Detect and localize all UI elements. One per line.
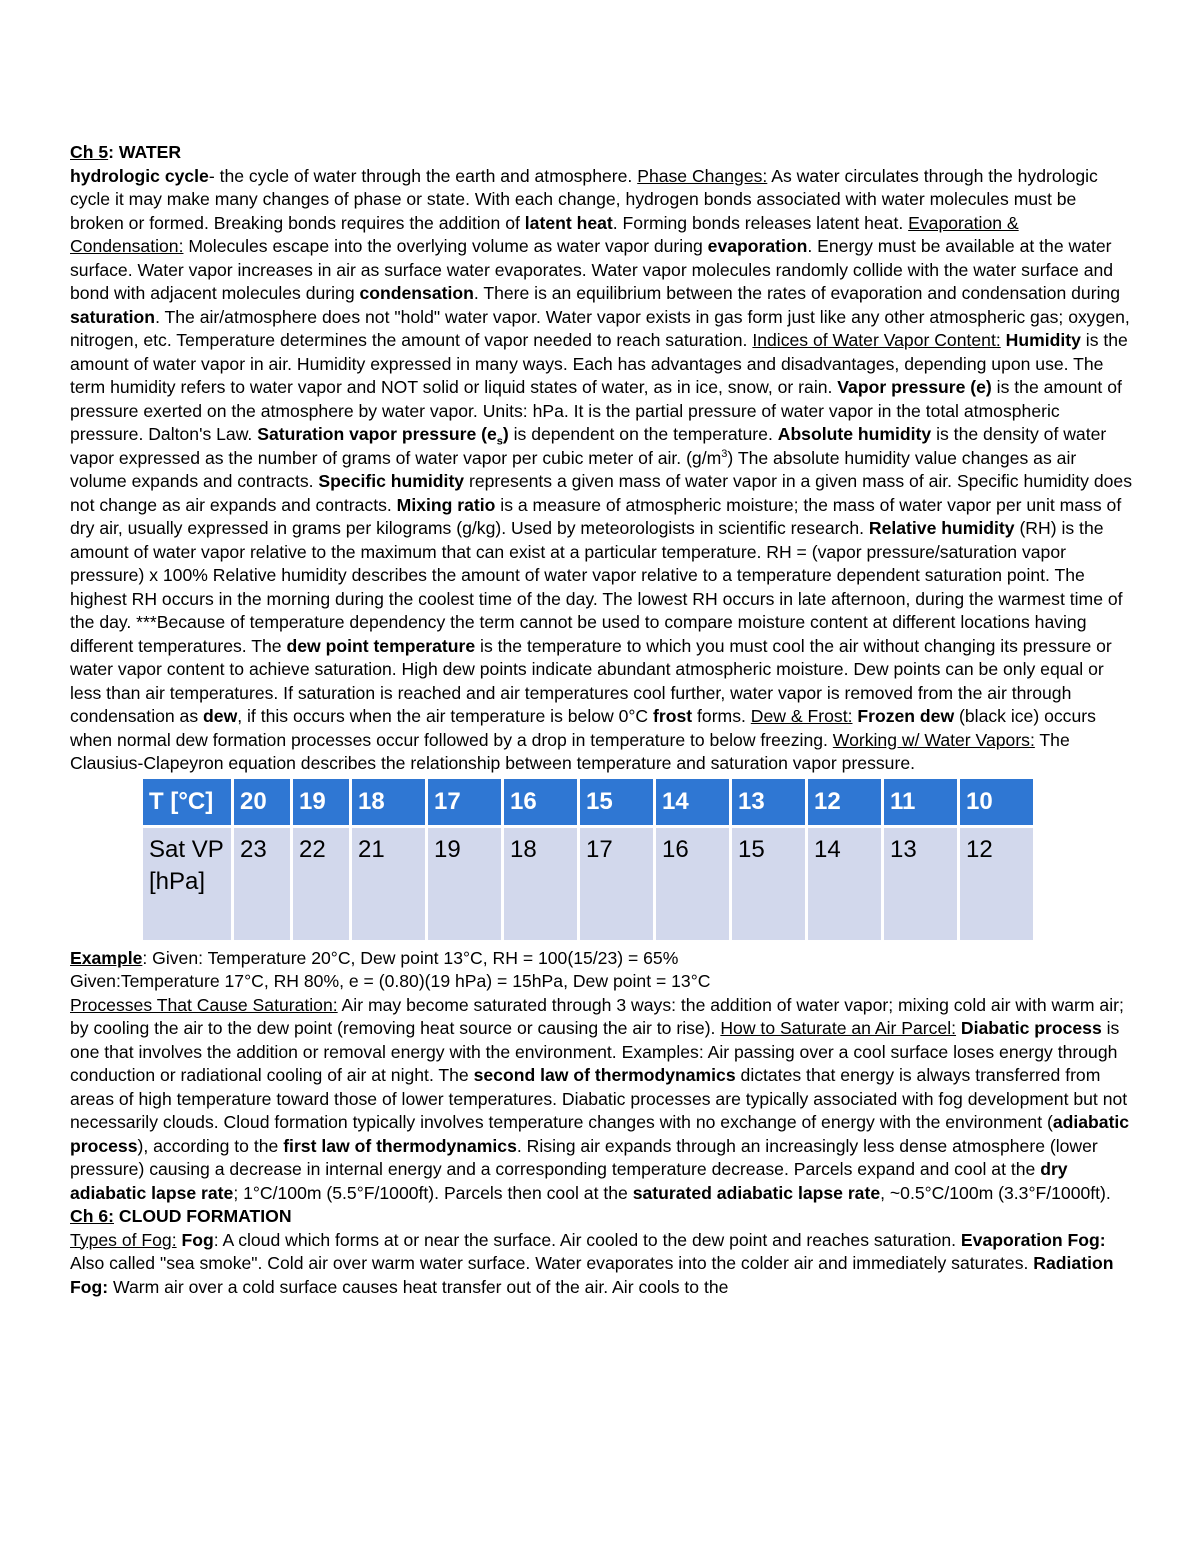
example-line-1 bbox=[70, 947, 1134, 971]
vapor-pressure-header: Sat VP [hPa] bbox=[143, 828, 231, 940]
temperature-row bbox=[143, 779, 1033, 825]
text-run: is the density of water vapor expressed as the number of grams of water vapor per cubic meter of air. (g/m bbox=[70, 424, 1107, 468]
fog-paragraph bbox=[70, 1229, 1134, 1300]
text-run: is the amount of pressure exerted on the atmosphere by water vapor. Units: hPa. It is the partial pressure of water vapor in the total atmospheric pressure. Dalton's Law. bbox=[70, 377, 1122, 444]
temp-cell: 15 bbox=[580, 779, 653, 825]
vp-cell: 23 bbox=[234, 828, 290, 940]
bold-term: first law of thermodynamics bbox=[283, 1135, 517, 1156]
text-run: is the temperature to which you must cool the air without changing its pressure or water vapor content to achieve saturation. High dew points indicate abundant atmospheric moisture. Dew points can be only equal or less than air temperatures. If saturation is reached and air temperatures cool further, water vapor is removed from the air through condensation as bbox=[70, 635, 1112, 726]
underlined-heading: Types of Fog: bbox=[70, 1229, 177, 1250]
text-run: Also called "sea smoke". Cold air over warm water surface. Water evaporates into the colder air and immediately saturates. bbox=[70, 1253, 1034, 1273]
vp-cell: 21 bbox=[352, 828, 425, 940]
text-run: The Clausius-Clapeyron equation describes the relationship between temperature and saturation vapor pressure. bbox=[70, 729, 1070, 773]
text-run: . There is an equilibrium between the rates of evaporation and condensation during bbox=[473, 283, 1121, 303]
bold-term: Fog bbox=[181, 1229, 214, 1250]
bold-term: second law of thermodynamics bbox=[473, 1065, 736, 1085]
text-run: Warm air over a cold surface causes heat transfer out of the air. Air cools to the bbox=[108, 1276, 729, 1297]
text-run: (RH) is the amount of water vapor relative to the maximum that can exist at a particular temperature. RH = (vapor pressure/saturation vapor pressure) x 100% Relative humidity describes the amount of water vapor relative to a temperature dependent saturation point. The highest RH occurs in the morning during the coolest time of the day. The lowest RH occurs in late afternoon, during the warmest time of the day. ***Because of temperature dependency the term cannot be used to compare moisture content at different locations having different temperatures. The bbox=[70, 518, 1123, 656]
text-run: . Forming bonds releases latent heat. bbox=[612, 212, 909, 233]
text-run: 3 bbox=[721, 447, 728, 460]
vp-cell: 22 bbox=[293, 828, 349, 940]
bold-term: Saturation vapor pressure (e bbox=[257, 424, 497, 444]
bold-term: ) bbox=[502, 424, 509, 444]
text-run: is dependent on the temperature. bbox=[508, 424, 778, 444]
text-run: Air may become saturated through 3 ways: the addition of water vapor; mixing cold air with warm air; by cooling the air to the dew point (removing heat source or causing the air to rise). bbox=[70, 994, 1124, 1038]
example-label: Example bbox=[70, 947, 143, 968]
text-run: dictates that energy is always transferred from areas of high temperature toward those of lower temperatures. Diabatic processes are typically associated with fog development but not necessarily clouds. Cloud formation typically involves temperature changes with no exchange of energy with the environment ( bbox=[70, 1065, 1128, 1132]
bold-term: dry adiabatic lapse rate bbox=[70, 1159, 1068, 1203]
bold-term: frost bbox=[653, 706, 693, 726]
document-page bbox=[70, 141, 1134, 1299]
example-text: : Given: Temperature 20°C, Dew point 13°C, RH = 100(15/23) = 65% bbox=[142, 947, 679, 968]
underlined-heading: Dew & Frost: bbox=[750, 706, 853, 726]
text-run: - the cycle of water through the earth and atmosphere. bbox=[208, 165, 638, 186]
underlined-heading: How to Saturate an Air Parcel: bbox=[720, 1018, 957, 1038]
vp-cell: 14 bbox=[808, 828, 881, 940]
text-run: represents a given mass of water vapor in a given mass of air. Specific humidity does not change as air expands and contracts. bbox=[70, 471, 1132, 515]
ch6-title: CLOUD FORMATION bbox=[113, 1206, 292, 1226]
underlined-heading: Evaporation & Condensation: bbox=[70, 212, 1019, 256]
bold-term: saturation bbox=[70, 306, 156, 327]
temperature-header: T [°C] bbox=[143, 779, 231, 825]
ch6-heading bbox=[70, 1205, 1134, 1229]
text-run: ; 1°C/100m (5.5°F/1000ft). Parcels then cool at the bbox=[233, 1182, 633, 1203]
bold-term: evaporation bbox=[707, 236, 808, 256]
ch6-number: Ch 6: bbox=[70, 1206, 114, 1226]
temp-cell: 19 bbox=[293, 779, 349, 825]
bold-term: Absolute humidity bbox=[777, 424, 932, 444]
bold-term: saturated adiabatic lapse rate bbox=[632, 1182, 881, 1203]
text-run: . The air/atmosphere does not "hold" water vapor. Water vapor exists in gas form just like any other atmospheric gas; oxygen, nitrogen, etc. Temperature determines the amount of vapor needed to reach saturation. bbox=[70, 306, 1130, 350]
bold-term: Humidity bbox=[1005, 330, 1081, 350]
temp-cell: 18 bbox=[352, 779, 425, 825]
vp-cell: 17 bbox=[580, 828, 653, 940]
bold-term: adiabatic process bbox=[70, 1112, 1130, 1156]
bold-term: condensation bbox=[359, 283, 474, 303]
text-run: . Energy must be available at the water surface. Water vapor increases in air as surface water evaporates. Water vapor molecules randomly collide with the water surface and bond with adjacent molecules during bbox=[70, 236, 1114, 303]
bold-term: hydrologic cycle bbox=[70, 165, 209, 186]
bold-term: Specific humidity bbox=[318, 471, 465, 491]
temp-cell: 17 bbox=[428, 779, 501, 825]
temp-cell: 20 bbox=[234, 779, 290, 825]
text-run: ) The absolute humidity value changes as air volume expands and contracts. bbox=[70, 447, 1077, 491]
bold-term: Frozen dew bbox=[857, 706, 955, 726]
water-paragraph bbox=[70, 165, 1134, 776]
text-run: . Rising air expands through an increasingly less dense atmosphere (lower pressure) causing a decrease in internal energy and a corresponding temperature decrease. Parcels expand and cool at the bbox=[70, 1135, 1098, 1179]
example-line-2: Given:Temperature 17°C, RH 80%, e = (0.80)(19 hPa) = 15hPa, Dew point = 13°C bbox=[70, 971, 711, 991]
temp-cell: 12 bbox=[808, 779, 881, 825]
vp-cell: 12 bbox=[960, 828, 1033, 940]
vp-cell: 16 bbox=[656, 828, 729, 940]
text-run: : A cloud which forms at or near the surface. Air cooled to the dew point and reaches saturation. bbox=[213, 1229, 961, 1250]
underlined-heading: Phase Changes: bbox=[637, 165, 768, 186]
bold-term: latent heat bbox=[524, 212, 613, 233]
underlined-heading: Working w/ Water Vapors: bbox=[832, 729, 1035, 750]
text-run: Molecules escape into the overlying volume as water vapor during bbox=[183, 236, 708, 256]
text-run: is a measure of atmospheric moisture; the mass of water vapor per unit mass of dry air, usually expressed in grams per kilograms (g/kg). Used by meteorologists in scientific research. bbox=[70, 494, 1122, 538]
temp-cell: 11 bbox=[884, 779, 957, 825]
vp-cell: 18 bbox=[504, 828, 577, 940]
text-run: As water circulates through the hydrologic cycle it may make many changes of phase or state. With each change, hydrogen bonds associated with water molecules must be broken or formed. Breaking bonds requires the addition of bbox=[70, 165, 1098, 233]
text-run: ), according to the bbox=[137, 1135, 284, 1156]
temp-cell: 10 bbox=[960, 779, 1033, 825]
bold-term: Radiation Fog: bbox=[70, 1253, 1114, 1297]
bold-term: dew point temperature bbox=[286, 635, 476, 656]
bold-term: s bbox=[496, 435, 503, 448]
text-run: , ~0.5°C/100m (3.3°F/1000ft). bbox=[880, 1182, 1111, 1203]
underlined-heading: Indices of Water Vapor Content: bbox=[752, 330, 1001, 350]
bold-term: Mixing ratio bbox=[396, 494, 496, 515]
text-run: is one that involves the addition or removal energy with the environment. Examples: Air passing over a cool surface loses energy through conduction or radiational cooling of air at night. The bbox=[70, 1018, 1120, 1085]
bold-term: Vapor pressure (e) bbox=[837, 377, 992, 397]
text-run: forms. bbox=[692, 706, 751, 726]
ch5-title: : WATER bbox=[108, 142, 182, 162]
vp-cell: 15 bbox=[732, 828, 805, 940]
bold-term: Evaporation Fog: bbox=[960, 1229, 1106, 1250]
temp-cell: 14 bbox=[656, 779, 729, 825]
ch5-number: Ch 5 bbox=[70, 142, 109, 162]
text-run: (black ice) occurs when normal dew formation processes occur followed by a drop in temperature to below freezing. bbox=[70, 706, 1096, 750]
bold-term: Relative humidity bbox=[868, 518, 1015, 538]
vapor-pressure-table bbox=[140, 776, 1036, 943]
temp-cell: 16 bbox=[504, 779, 577, 825]
temp-cell: 13 bbox=[732, 779, 805, 825]
text-run: is the amount of water vapor in air. Humidity expressed in many ways. Each has advantages and disadvantages, depending upon use. The term humidity refers to water vapor and NOT solid or liquid states of water, as in ice, snow, or rain. bbox=[70, 330, 1128, 397]
vp-cell: 19 bbox=[428, 828, 501, 940]
vp-cell: 13 bbox=[884, 828, 957, 940]
underlined-heading: Processes That Cause Saturation: bbox=[70, 994, 338, 1015]
vapor-pressure-row bbox=[143, 828, 1033, 940]
bold-term: Diabatic process bbox=[960, 1018, 1102, 1038]
saturation-paragraph bbox=[70, 994, 1134, 1206]
text-run: , if this occurs when the air temperature is below 0°C bbox=[237, 706, 654, 726]
bold-term: dew bbox=[203, 706, 238, 726]
ch5-heading bbox=[70, 141, 1134, 165]
